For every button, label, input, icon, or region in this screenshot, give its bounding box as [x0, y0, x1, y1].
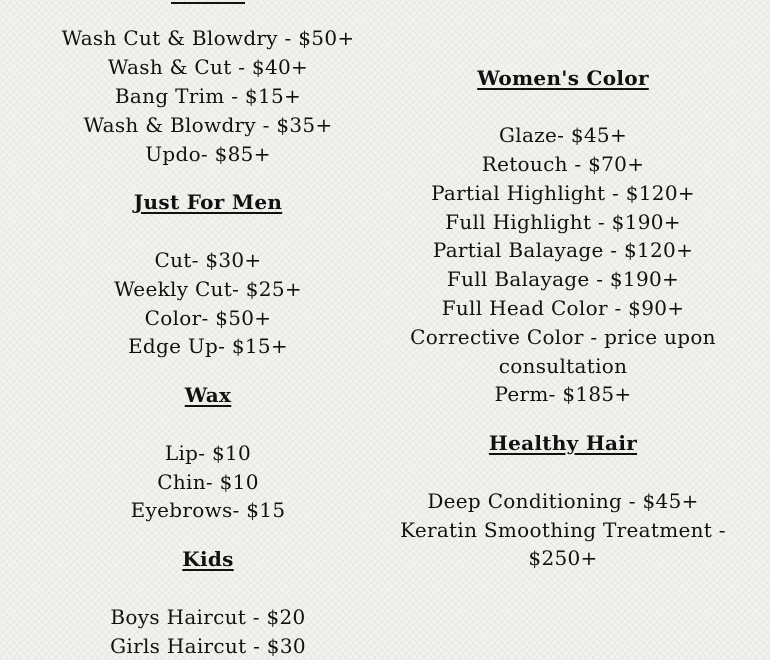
cut-off-heading-underline — [171, 0, 245, 4]
service-item: Girls Haircut - $30 — [110, 634, 306, 658]
section-heading-wax: Wax — [184, 383, 232, 407]
service-item: Partial Balayage - $120+ — [432, 238, 694, 262]
section-heading-kids: Kids — [182, 547, 234, 571]
service-item: Partial Highlight - $120+ — [431, 181, 695, 205]
section-heading-men: Just For Men — [133, 190, 283, 214]
service-item: Wash & Blowdry - $35+ — [83, 113, 333, 137]
service-item: Full Head Color - $90+ — [441, 296, 685, 320]
service-item: Updo- $85+ — [145, 142, 271, 166]
service-item: Eyebrows- $15 — [130, 498, 286, 522]
service-item: Retouch - $70+ — [481, 152, 645, 176]
service-item: Perm- $185+ — [494, 382, 632, 406]
service-item-continued: consultation — [498, 354, 628, 378]
service-item: Color- $50+ — [144, 306, 272, 330]
service-item: Deep Conditioning - $45+ — [427, 489, 699, 513]
service-item: Bang Trim - $15+ — [114, 84, 302, 108]
service-item: Cut- $30+ — [154, 248, 262, 272]
service-item: Edge Up- $15+ — [127, 334, 288, 358]
section-heading-healthy-hair: Healthy Hair — [488, 431, 638, 455]
service-item: Full Highlight - $190+ — [445, 210, 681, 234]
service-item: Glaze- $45+ — [498, 123, 628, 147]
service-item: Lip- $10 — [164, 441, 252, 465]
service-item-continued: $250+ — [528, 546, 598, 570]
service-item: Keratin Smoothing Treatment - — [400, 518, 726, 542]
service-item: Wash Cut & Blowdry - $50+ — [61, 26, 355, 50]
section-heading-womens-color: Women's Color — [477, 66, 649, 90]
service-item: Weekly Cut- $25+ — [114, 277, 302, 301]
service-item: Boys Haircut - $20 — [110, 605, 306, 629]
service-item: Corrective Color - price upon — [410, 325, 716, 349]
service-item: Chin- $10 — [157, 470, 259, 494]
service-item: Wash & Cut - $40+ — [107, 55, 309, 79]
service-item: Full Balayage - $190+ — [446, 267, 680, 291]
